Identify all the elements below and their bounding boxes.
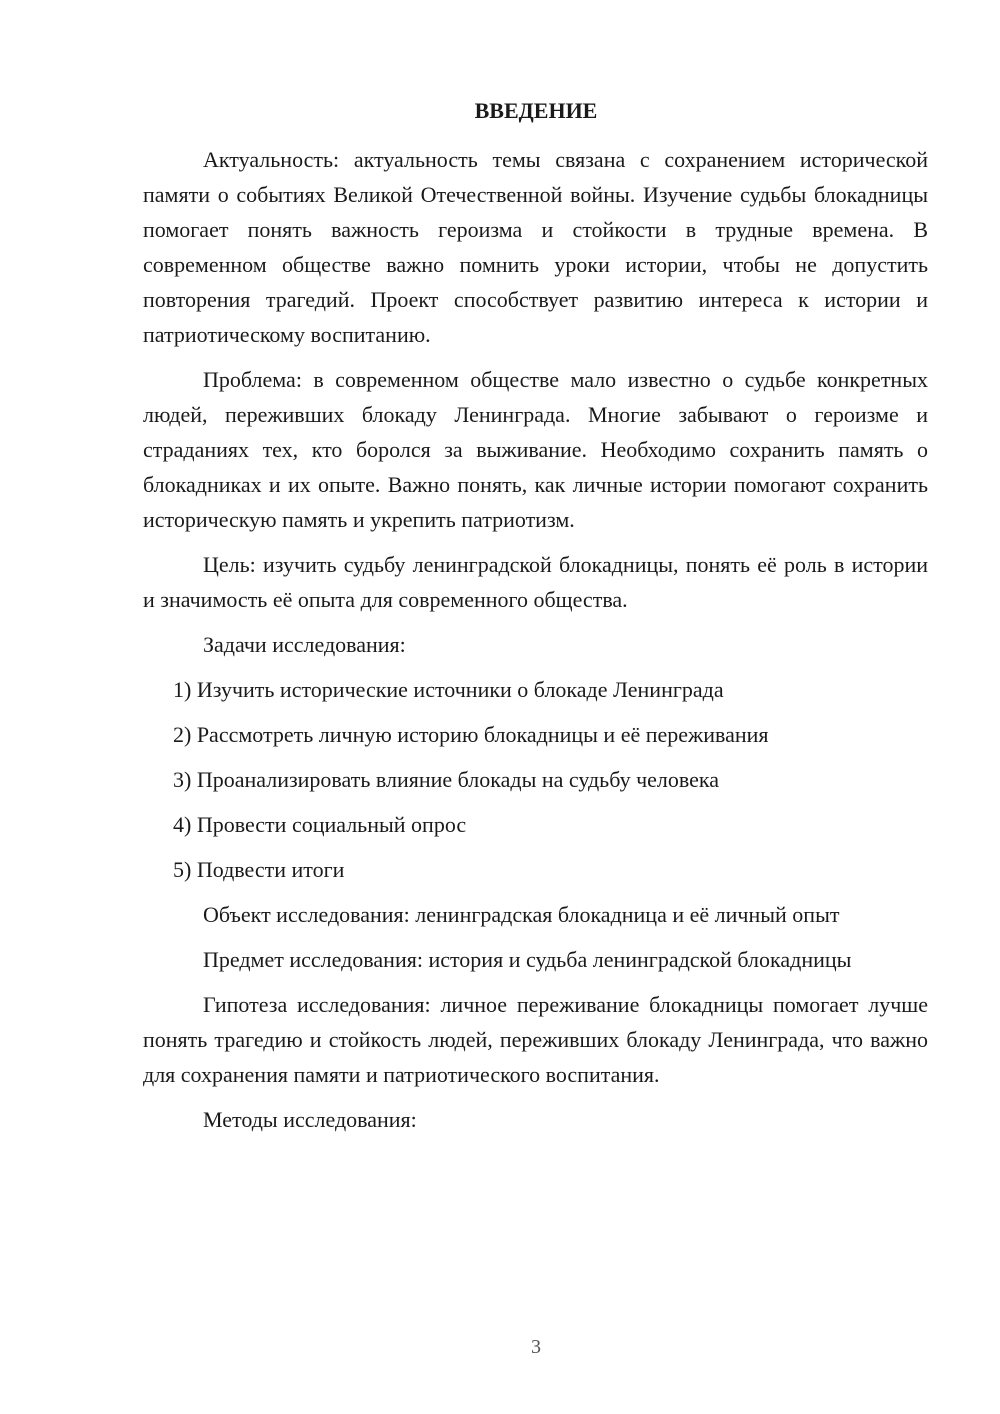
paragraph-problem: Проблема: в современном обществе мало известно о судьбе конкретных людей, переживших блокаду Ленинграда. Многие забывают о героизме и страданиях тех, кто боролся за выживание. Необходимо сохранить память о блокадниках и их опыте. Важно понять, как личные истории помогают сохранить историческую память и укрепить патриотизм.: [143, 367, 928, 532]
tasks-list: [143, 672, 928, 887]
list-item: 5) Подвести итоги: [173, 857, 345, 882]
list-item: 3) Проанализировать влияние блокады на судьбу человека: [173, 767, 720, 792]
page-number: 3: [531, 1336, 541, 1358]
body-text: [143, 142, 928, 1137]
methods-label: Методы исследования:: [203, 1107, 417, 1132]
paragraph-relevance: Актуальность: актуальность темы связана с сохранением исторической памяти о событиях Великой Отечественной войны. Изучение судьбы блокадницы помогает понять важность героизма и стойкости в трудные времена. В современном обществе важно помнить уроки истории, чтобы не допустить повторения трагедий. Проект способствует развитию интереса к истории и патриотическому воспитанию.: [143, 147, 928, 347]
paragraph-subject: Предмет исследования: история и судьба ленинградской блокадницы: [203, 947, 852, 972]
tasks-label: Задачи исследования:: [203, 632, 406, 657]
section-heading: ВВЕДЕНИЕ: [474, 98, 598, 123]
list-item: 2) Рассмотреть личную историю блокадницы и её переживания: [173, 722, 769, 747]
paragraph-goal: Цель: изучить судьбу ленинградской блокадницы, понять её роль в истории и значимость её опыта для современного общества.: [143, 552, 928, 612]
paragraph-hypothesis: Гипотеза исследования: личное переживание блокадницы помогает лучше понять трагедию и стойкость людей, переживших блокаду Ленинграда, что важно для сохранения памяти и патриотического воспитания.: [143, 992, 928, 1087]
list-item: 4) Провести социальный опрос: [173, 812, 467, 837]
paragraph-object: Объект исследования: ленинградская блокадница и её личный опыт: [203, 902, 840, 927]
list-item: 1) Изучить исторические источники о блокаде Ленинграда: [173, 677, 724, 702]
